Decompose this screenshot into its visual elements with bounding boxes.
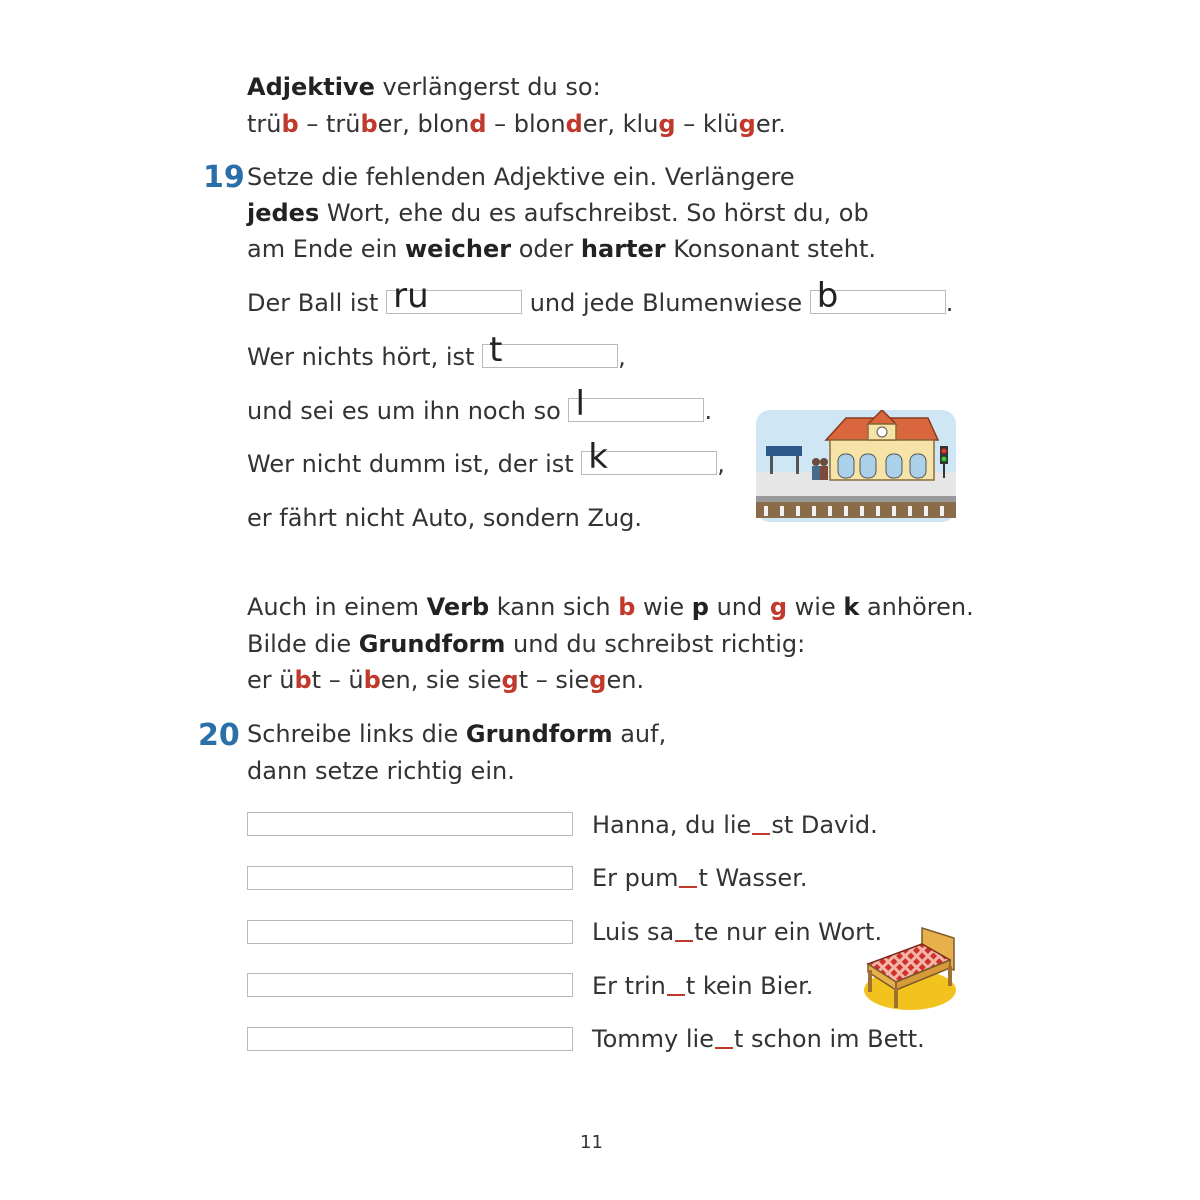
intro-verb-line1: Auch in einem Verb kann sich b wie p und g wie k anhören. xyxy=(247,593,974,621)
task19-sentence-5: er fährt nicht Auto, sondern Zug. xyxy=(247,504,643,532)
grundform-field-5[interactable] xyxy=(247,1027,573,1051)
task20-sentence-2: Er pum t Wasser. xyxy=(592,864,808,892)
task-number-20: 20 xyxy=(198,718,240,753)
letter-gap[interactable] xyxy=(667,976,685,996)
answer-box-b[interactable]: b xyxy=(810,290,946,314)
grundform-field-2[interactable] xyxy=(247,866,573,890)
task19-sentence-1: Der Ball ist ru und jede Blumenwiese b . xyxy=(247,276,954,317)
task20-instruction-2: dann setze richtig ein. xyxy=(247,757,515,785)
answer-box-k[interactable]: k xyxy=(581,451,717,475)
answer-box-l[interactable]: l xyxy=(568,398,704,422)
intro-adjektive-line1: Adjektive verlängerst du so: xyxy=(247,73,601,101)
grundform-field-1[interactable] xyxy=(247,812,573,836)
letter-gap[interactable] xyxy=(752,815,770,835)
grundform-field-3[interactable] xyxy=(247,920,573,944)
task19-instruction-1: Setze die fehlenden Adjektive ein. Verlängere xyxy=(247,163,795,191)
task20-instruction-1: Schreibe links die Grundform auf, xyxy=(247,720,667,748)
page-number: 11 xyxy=(580,1132,603,1153)
task19-sentence-3: und sei es um ihn noch so l . xyxy=(247,384,713,425)
intro-verb-line2: Bilde die Grundform und du schreibst richtig: xyxy=(247,630,806,658)
task20-sentence-5: Tommy lie t schon im Bett. xyxy=(592,1025,925,1053)
task-number-19: 19 xyxy=(203,160,245,195)
task19-sentence-4: Wer nicht dumm ist, der ist k , xyxy=(247,437,725,478)
intro-verb-line3: er übt – üben, sie siegt – siegen. xyxy=(247,666,645,694)
answer-box-t[interactable]: t xyxy=(482,344,618,368)
task19-instruction-3: am Ende ein weicher oder harter Konsonant steht. xyxy=(247,235,876,263)
intro-adjektive-examples: trüb – trüber, blond – blonder, klug – klüger. xyxy=(247,110,786,138)
grundform-field-4[interactable] xyxy=(247,973,573,997)
task19-sentence-2: Wer nichts hört, ist t , xyxy=(247,330,626,371)
letter-gap[interactable] xyxy=(679,868,697,888)
task20-sentence-3: Luis sa te nur ein Wort. xyxy=(592,918,883,946)
train-station-illustration xyxy=(756,410,956,528)
task20-sentence-4: Er trin t kein Bier. xyxy=(592,972,814,1000)
letter-gap[interactable] xyxy=(715,1029,733,1049)
answer-box-ru[interactable]: ru xyxy=(386,290,522,314)
bed-illustration xyxy=(860,920,958,1012)
letter-gap[interactable] xyxy=(675,922,693,942)
task20-sentence-1: Hanna, du lie st David. xyxy=(592,811,878,839)
task19-instruction-2: jedes Wort, ehe du es aufschreibst. So hörst du, ob xyxy=(247,199,869,227)
